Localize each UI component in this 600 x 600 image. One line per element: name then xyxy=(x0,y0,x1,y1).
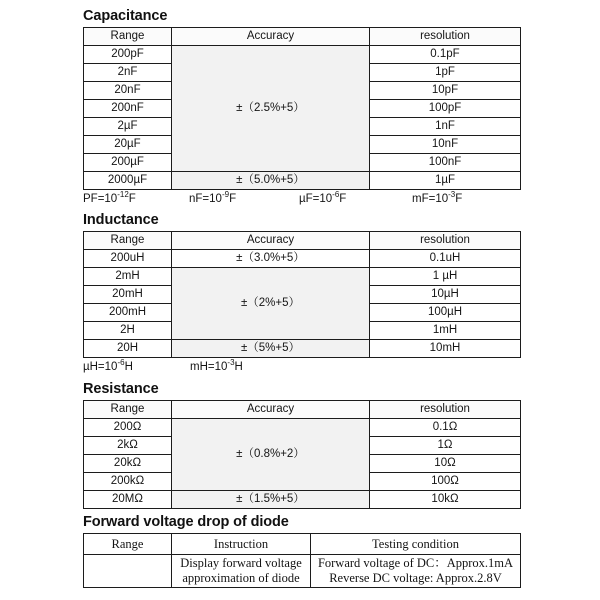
footnote-prefix: µH=10 xyxy=(83,361,118,373)
inductance-table xyxy=(83,231,521,358)
cell-resolution: 10pF xyxy=(370,82,521,100)
footnote-exponent: -3 xyxy=(448,190,456,199)
footnote-suffix: F xyxy=(339,193,347,205)
cell-resolution: 1pF xyxy=(370,64,521,82)
table-header-row xyxy=(84,232,521,250)
table-header-row xyxy=(84,28,521,46)
footnote-capacitance xyxy=(83,192,520,206)
cell-range: 20kΩ xyxy=(84,455,172,473)
cell-resolution: 10mH xyxy=(370,340,521,358)
section-title-capacitance: Capacitance xyxy=(83,8,168,24)
cell-range: 200µF xyxy=(84,154,172,172)
cell-resolution: 100pF xyxy=(370,100,521,118)
cell-range: 200uH xyxy=(84,250,172,268)
footnote-prefix: PF=10 xyxy=(83,193,118,205)
table-header-row xyxy=(84,401,521,419)
footnote-exponent: -9 xyxy=(221,190,230,199)
section-diode xyxy=(83,514,520,588)
cell-range: 20µF xyxy=(84,136,172,154)
instruction-line-2: approximation of diode xyxy=(182,571,300,585)
column-header-range: Range xyxy=(84,232,172,250)
footnote-inductance xyxy=(83,360,520,374)
table-row xyxy=(84,250,521,268)
column-header-range: Range xyxy=(84,534,172,555)
cell-resolution: 1mH xyxy=(370,322,521,340)
cell-resolution: 0.1pF xyxy=(370,46,521,64)
column-header-range: Range xyxy=(84,28,172,46)
footnote-item xyxy=(412,192,462,206)
section-title-diode: Forward voltage drop of diode xyxy=(83,514,289,530)
column-header-resolution: resolution xyxy=(370,401,521,419)
cell-resolution: 10nF xyxy=(370,136,521,154)
cell-instruction xyxy=(172,555,311,588)
section-title-inductance: Inductance xyxy=(83,212,159,228)
section-title-resistance: Resistance xyxy=(83,381,159,397)
cell-range: 200pF xyxy=(84,46,172,64)
cell-range: 200Ω xyxy=(84,419,172,437)
capacitance-table xyxy=(83,27,521,190)
resistance-table xyxy=(83,400,521,509)
cell-range: 2µF xyxy=(84,118,172,136)
instruction-line-1: Display forward voltage xyxy=(180,556,302,570)
cell-range: 200nF xyxy=(84,100,172,118)
cell-resolution: 1µF xyxy=(370,172,521,190)
cell-range: 20MΩ xyxy=(84,491,172,509)
footnote-prefix: µF=10 xyxy=(299,193,333,205)
footnote-suffix: H xyxy=(124,361,133,373)
footnote-suffix: F xyxy=(455,193,463,205)
cell-resolution: 1Ω xyxy=(370,437,521,455)
footnote-prefix: nF=10 xyxy=(189,193,222,205)
footnote-prefix: mF=10 xyxy=(412,193,449,205)
cell-range xyxy=(84,555,172,588)
section-inductance xyxy=(83,212,520,374)
footnote-prefix: mH=10 xyxy=(190,361,228,373)
footnote-item xyxy=(83,360,190,374)
cell-resolution: 100nF xyxy=(370,154,521,172)
cell-testing-condition xyxy=(311,555,521,588)
cell-range: 20mH xyxy=(84,286,172,304)
condition-line-2: Reverse DC voltage: Approx.2.8V xyxy=(329,571,502,585)
condition-line-1: Forward voltage of DC：Approx.1mA xyxy=(317,556,514,570)
table-row xyxy=(84,172,521,190)
footnote-item xyxy=(189,192,299,206)
cell-range: 200kΩ xyxy=(84,473,172,491)
footnote-suffix: F xyxy=(128,193,136,205)
section-resistance xyxy=(83,381,520,509)
table-row xyxy=(84,555,521,588)
column-header-range: Range xyxy=(84,401,172,419)
cell-range: 2mH xyxy=(84,268,172,286)
column-header-resolution: resolution xyxy=(370,232,521,250)
column-header-accuracy: Accuracy xyxy=(172,28,370,46)
cell-resolution: 10kΩ xyxy=(370,491,521,509)
cell-range: 2H xyxy=(84,322,172,340)
diode-table xyxy=(83,533,521,588)
cell-range: 20H xyxy=(84,340,172,358)
cell-accuracy-merged: ±（2.5%+5） xyxy=(172,46,370,172)
table-row xyxy=(84,268,521,286)
footnote-exponent: -3 xyxy=(227,358,235,367)
footnote-exponent: -6 xyxy=(117,358,125,367)
footnote-item xyxy=(190,360,243,374)
cell-resolution: 100Ω xyxy=(370,473,521,491)
section-capacitance xyxy=(83,8,520,206)
cell-resolution: 0.1Ω xyxy=(370,419,521,437)
column-header-accuracy: Accuracy xyxy=(172,232,370,250)
cell-accuracy-last: ±（1.5%+5） xyxy=(172,491,370,509)
table-row xyxy=(84,419,521,437)
cell-accuracy-merged: ±（0.8%+2） xyxy=(172,419,370,491)
cell-range: 20nF xyxy=(84,82,172,100)
cell-resolution: 1nF xyxy=(370,118,521,136)
footnote-suffix: H xyxy=(234,361,243,373)
table-row xyxy=(84,491,521,509)
footnote-exponent: -12 xyxy=(117,190,129,199)
table-header-row xyxy=(84,534,521,555)
column-header-instruction: Instruction xyxy=(172,534,311,555)
cell-resolution: 0.1uH xyxy=(370,250,521,268)
column-header-accuracy: Accuracy xyxy=(172,401,370,419)
cell-resolution: 1 µH xyxy=(370,268,521,286)
footnote-exponent: -6 xyxy=(332,190,340,199)
table-row xyxy=(84,46,521,64)
table-row xyxy=(84,340,521,358)
footnote-item xyxy=(299,192,412,206)
column-header-testing-condition: Testing condition xyxy=(311,534,521,555)
cell-range: 200mH xyxy=(84,304,172,322)
cell-resolution: 10Ω xyxy=(370,455,521,473)
cell-range: 2000µF xyxy=(84,172,172,190)
cell-range: 2nF xyxy=(84,64,172,82)
footnote-suffix: F xyxy=(229,193,237,205)
cell-resolution: 100µH xyxy=(370,304,521,322)
cell-accuracy-first: ±（3.0%+5） xyxy=(172,250,370,268)
column-header-resolution: resolution xyxy=(370,28,521,46)
footnote-item xyxy=(83,192,189,206)
cell-accuracy-last: ±（5%+5） xyxy=(172,340,370,358)
cell-resolution: 10µH xyxy=(370,286,521,304)
cell-accuracy-last: ±（5.0%+5） xyxy=(172,172,370,190)
cell-accuracy-merged: ±（2%+5） xyxy=(172,268,370,340)
cell-range: 2kΩ xyxy=(84,437,172,455)
